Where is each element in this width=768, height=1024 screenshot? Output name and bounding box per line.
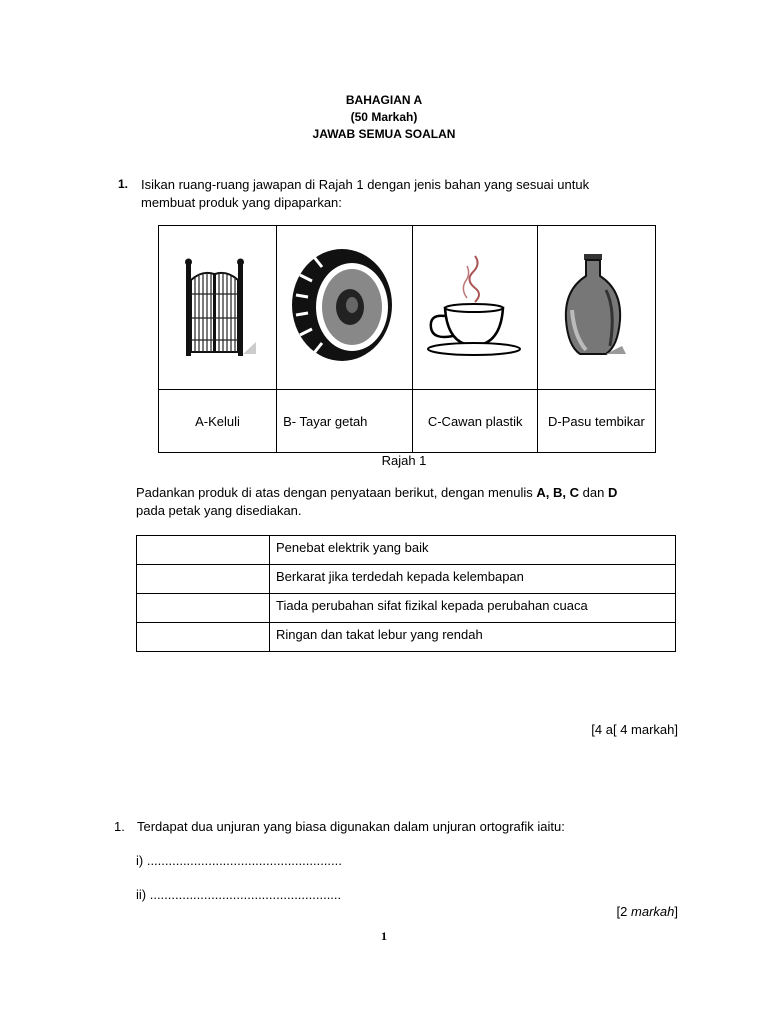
question2-number: 1. (114, 819, 125, 834)
figure-caption: Rajah 1 (381, 453, 427, 468)
product-table (158, 225, 656, 453)
product-label: D-Pasu tembikar (537, 390, 655, 453)
matching-table (136, 535, 676, 652)
product-label: A-Keluli (159, 390, 277, 453)
answer-line-i[interactable]: i) ...................................................... (136, 853, 342, 868)
marks-open: [2 (616, 904, 632, 919)
question1-marks: [4 a[ 4 markah] (591, 722, 678, 737)
section-instruction: JAWAB SEMUA SOALAN (312, 127, 456, 141)
vase-icon (556, 250, 636, 360)
product-image-cell (537, 226, 655, 390)
answer-box[interactable] (137, 623, 270, 652)
statement-text: Penebat elektrik yang baik (270, 536, 676, 565)
matching-instruction-line1 (136, 483, 617, 502)
matching-instruction-line2: pada petak yang disediakan. (136, 503, 302, 518)
answer-line-ii[interactable]: ii) ..................................................... (136, 887, 342, 902)
table-row (137, 565, 676, 594)
statement-text: Tiada perubahan sifat fizikal kepada perubahan cuaca (270, 594, 676, 623)
statement-text: Berkarat jika terdedah kepada kelembapan (270, 565, 676, 594)
question2-text: Terdapat dua unjuran yang biasa digunakan dalam unjuran ortografik iaitu: (137, 819, 565, 834)
instruction-bold-abc: A, B, C (536, 485, 580, 500)
table-row (137, 623, 676, 652)
statement-text: Ringan dan takat lebur yang rendah (270, 623, 676, 652)
table-row (137, 536, 676, 565)
section-title: BAHAGIAN A (345, 93, 423, 107)
table-row (137, 594, 676, 623)
gate-icon (178, 250, 258, 360)
question-text-line1: Isikan ruang-ruang jawapan di Rajah 1 dengan jenis bahan yang sesuai untuk (141, 177, 590, 192)
marks-italic: markah (631, 904, 675, 919)
instruction-bold-d: D (607, 485, 618, 500)
answer-box[interactable] (137, 594, 270, 623)
tyre-icon (290, 245, 400, 365)
cup-icon (425, 250, 525, 360)
page-number: 1 (381, 929, 387, 943)
question-number: 1. (118, 177, 129, 191)
question-text-line2: membuat produk yang dipaparkan: (141, 195, 342, 210)
answer-box[interactable] (137, 565, 270, 594)
product-image-cell (159, 226, 277, 390)
product-image-cell (277, 226, 413, 390)
product-label: C-Cawan plastik (413, 390, 537, 453)
instruction-and: dan (579, 485, 608, 500)
product-image-cell (413, 226, 537, 390)
marks-close: ] (674, 904, 678, 919)
question2-marks (617, 902, 678, 921)
section-marks: (50 Markah) (350, 110, 418, 124)
product-label: B- Tayar getah (277, 390, 413, 453)
instruction-text: Padankan produk di atas dengan penyataan berikut, dengan menulis (136, 485, 537, 500)
answer-box[interactable] (137, 536, 270, 565)
